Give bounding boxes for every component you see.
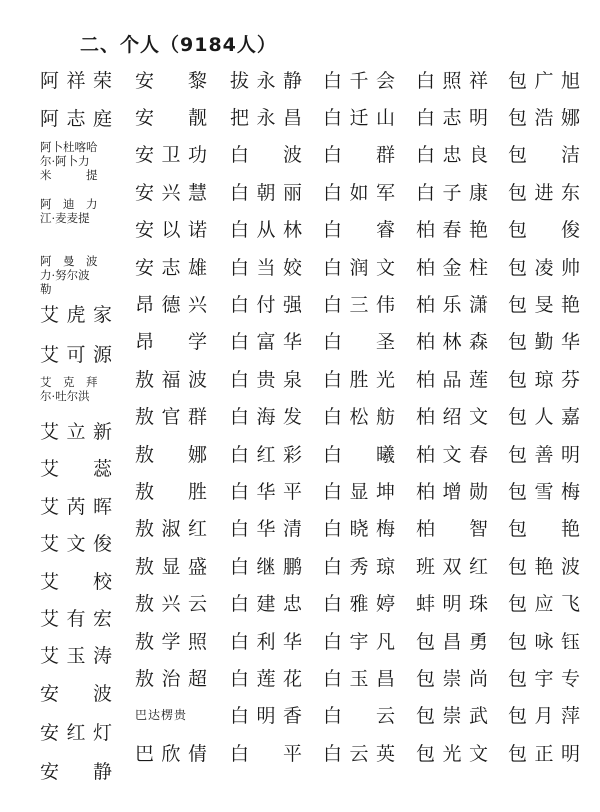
person-name: 包 月 萍 — [508, 705, 580, 728]
person-name: 柏 智 — [416, 518, 488, 541]
person-name — [40, 254, 112, 302]
person-name: 艾 虎 家 — [40, 303, 112, 326]
person-name: 敖 淑 红 — [135, 518, 207, 541]
person-name: 蚌 明 珠 — [416, 593, 488, 616]
person-name: 艾 有 宏 — [40, 607, 112, 630]
person-name: 安 卫 功 — [135, 144, 207, 167]
person-name: 包 善 明 — [508, 443, 580, 466]
person-name: 白 宇 凡 — [323, 630, 395, 653]
person-name: 白 迁 山 — [323, 106, 395, 129]
person-name: 班 双 红 — [416, 555, 488, 578]
person-name: 白 从 林 — [230, 219, 302, 242]
person-name: 艾 蕊 — [40, 457, 112, 480]
person-name: 白 平 — [230, 742, 302, 765]
person-name: 白 照 祥 — [416, 69, 488, 92]
name-line: 尔·阿卜力 — [40, 154, 90, 168]
person-name: 白 千 会 — [323, 69, 395, 92]
person-name: 安 兴 慧 — [135, 181, 207, 204]
person-name: 阿 祥 荣 — [40, 69, 112, 92]
person-name — [40, 140, 112, 192]
name-line: 阿 曼 波 — [40, 254, 98, 268]
person-name: 柏 品 莲 — [416, 368, 488, 391]
person-name: 安 以 诺 — [135, 219, 207, 242]
person-name: 白 富 华 — [230, 331, 302, 354]
person-name: 阿 志 庭 — [40, 107, 112, 130]
person-name — [40, 375, 112, 409]
person-name: 艾 可 源 — [40, 343, 112, 366]
person-name: 包 雪 梅 — [508, 480, 580, 503]
person-name: 白 曦 — [323, 443, 395, 466]
person-name: 艾 文 俊 — [40, 532, 112, 555]
person-name: 包 勤 华 — [508, 331, 580, 354]
person-name: 安 志 雄 — [135, 256, 207, 279]
person-name: 包 咏 钰 — [508, 630, 580, 653]
person-name: 安 波 — [40, 682, 112, 705]
person-name: 包 光 文 — [416, 742, 488, 765]
person-name: 包 琼 芬 — [508, 368, 580, 391]
person-name: 白 波 — [230, 144, 302, 167]
person-name: 白 秀 琼 — [323, 555, 395, 578]
person-name: 柏 林 森 — [416, 331, 488, 354]
person-name: 白 晓 梅 — [323, 518, 395, 541]
person-name: 包 凌 帅 — [508, 256, 580, 279]
person-name: 昂 德 兴 — [135, 293, 207, 316]
person-name: 白 继 鹏 — [230, 555, 302, 578]
person-name: 柏 乐 潇 — [416, 293, 488, 316]
person-name: 包 俊 — [508, 219, 580, 242]
person-name — [40, 197, 112, 249]
name-line: 艾 克 拜 — [40, 375, 98, 389]
person-name: 包 宇 专 — [508, 667, 580, 690]
person-name: 白 朝 丽 — [230, 181, 302, 204]
person-name: 白 明 香 — [230, 705, 302, 728]
person-name: 白 胜 光 — [323, 368, 395, 391]
person-name: 白 华 平 — [230, 480, 302, 503]
person-name: 安 红 灯 — [40, 721, 112, 744]
person-name: 白 群 — [323, 144, 395, 167]
person-name: 白 三 伟 — [323, 293, 395, 316]
person-name: 白 显 坤 — [323, 480, 395, 503]
person-name: 敖 官 群 — [135, 406, 207, 429]
person-name: 包 旻 艳 — [508, 293, 580, 316]
person-name: 白 莲 花 — [230, 667, 302, 690]
person-name: 白 子 康 — [416, 181, 488, 204]
person-name: 敖 胜 — [135, 480, 207, 503]
person-name: 安 黎 — [135, 69, 207, 92]
person-name: 白 云 英 — [323, 742, 395, 765]
person-name: 包 艳 波 — [508, 555, 580, 578]
person-name: 敖 娜 — [135, 443, 207, 466]
name-line: 阿卜杜喀哈 — [40, 140, 98, 154]
person-name: 白 玉 昌 — [323, 667, 395, 690]
person-name: 包 应 飞 — [508, 593, 580, 616]
person-name: 柏 绍 文 — [416, 406, 488, 429]
person-name: 白 志 明 — [416, 106, 488, 129]
name-line: 阿 迪 力 — [40, 197, 98, 211]
name-line: 勒 — [40, 282, 52, 296]
person-name: 安 静 — [40, 760, 112, 783]
person-name: 安 靓 — [135, 106, 207, 129]
person-name: 艾 立 新 — [40, 420, 112, 443]
person-name: 白 润 文 — [323, 256, 395, 279]
person-name: 白 雅 婷 — [323, 593, 395, 616]
person-name: 包 崇 武 — [416, 705, 488, 728]
person-name: 包 正 明 — [508, 742, 580, 765]
person-name: 昂 学 — [135, 331, 207, 354]
person-name: 白 当 姣 — [230, 256, 302, 279]
person-name: 包 浩 娜 — [508, 106, 580, 129]
person-name: 艾 芮 晖 — [40, 495, 112, 518]
person-name: 包 洁 — [508, 144, 580, 167]
person-name: 敖 显 盛 — [135, 555, 207, 578]
person-name: 包 崇 尚 — [416, 667, 488, 690]
person-name: 包 人 嘉 — [508, 406, 580, 429]
person-name: 白 利 华 — [230, 630, 302, 653]
person-name: 巴 欣 倩 — [135, 742, 207, 765]
person-name: 白 如 军 — [323, 181, 395, 204]
person-name: 柏 增 勋 — [416, 480, 488, 503]
person-name: 包 广 旭 — [508, 69, 580, 92]
person-name: 包 进 东 — [508, 181, 580, 204]
name-line: 江·麦麦提 — [40, 211, 90, 225]
person-name: 把 永 昌 — [230, 106, 302, 129]
person-name: 巴达楞贵 — [135, 708, 188, 723]
name-line: 米 提 — [40, 168, 98, 182]
person-name: 艾 校 — [40, 570, 112, 593]
person-name: 白 松 舫 — [323, 406, 395, 429]
person-name: 艾 玉 涛 — [40, 644, 112, 667]
person-name: 白 付 强 — [230, 293, 302, 316]
person-name: 柏 春 艳 — [416, 219, 488, 242]
person-name: 白 圣 — [323, 331, 395, 354]
person-name: 敖 学 照 — [135, 630, 207, 653]
person-name: 白 睿 — [323, 219, 395, 242]
person-name: 柏 金 柱 — [416, 256, 488, 279]
person-name: 白 海 发 — [230, 406, 302, 429]
person-name: 拔 永 静 — [230, 69, 302, 92]
name-list-grid — [40, 62, 585, 802]
person-name: 敖 治 超 — [135, 667, 207, 690]
section-heading: 二、个人（9184人） — [80, 34, 277, 56]
person-name: 白 建 忠 — [230, 593, 302, 616]
person-name: 敖 福 波 — [135, 368, 207, 391]
person-name: 包 昌 勇 — [416, 630, 488, 653]
name-line: 尔·吐尔洪 — [40, 389, 90, 403]
person-name: 白 贵 泉 — [230, 368, 302, 391]
person-name: 白 忠 良 — [416, 144, 488, 167]
person-name: 柏 文 春 — [416, 443, 488, 466]
name-line: 力·努尔波 — [40, 268, 90, 282]
person-name: 包 艳 — [508, 518, 580, 541]
person-name: 白 红 彩 — [230, 443, 302, 466]
person-name: 白 华 清 — [230, 518, 302, 541]
person-name: 敖 兴 云 — [135, 593, 207, 616]
person-name: 白 云 — [323, 705, 395, 728]
